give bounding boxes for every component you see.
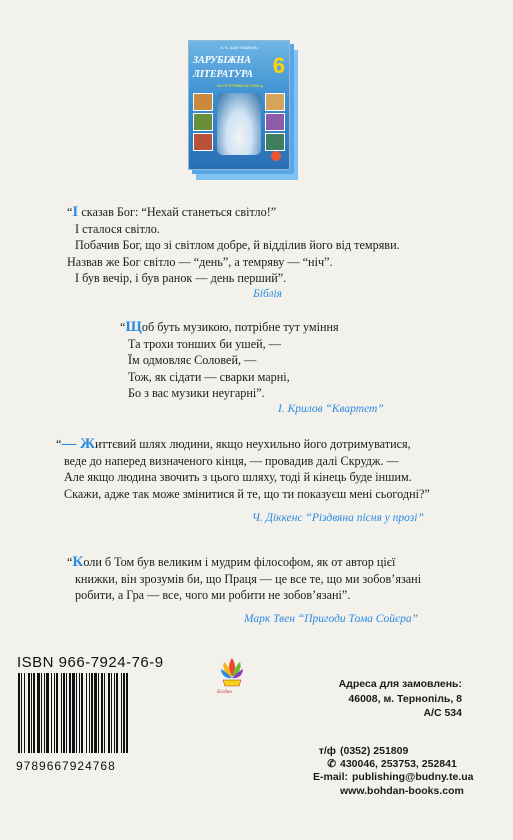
quote-line: Побачив Бог, що зі світлом добре, й відділив його від темряви. — [75, 238, 400, 252]
thumb-logo — [271, 151, 281, 161]
thumb-title-line2: ЛІТЕРАТУРА — [193, 69, 254, 80]
quote-source: Марк Твен “Пригоди Тома Сойєра” — [244, 613, 418, 625]
barcode-bar — [94, 673, 97, 753]
quote-line: Назвав же Бог світло — “день”, а темряву — “ніч”. — [67, 254, 333, 269]
barcode-bar — [41, 673, 42, 753]
barcode-bar — [46, 673, 49, 753]
quote-initial: К — [72, 554, 84, 570]
quote-source: І. Крилов “Квартет” — [278, 403, 384, 415]
thumb-picture — [193, 133, 213, 151]
barcode-bar — [61, 673, 62, 753]
quote-line: І був вечір, і був ранок — день перший”. — [75, 271, 287, 285]
thumb-author: А. Б. ШАНТЛАВЕНЬ — [220, 45, 258, 50]
barcode-bar — [66, 673, 67, 753]
barcode-bar — [18, 673, 20, 753]
quote-krylov — [120, 319, 339, 402]
contact-email: E-mail: publishing@budny.te.ua — [313, 771, 474, 784]
contact-block — [313, 745, 473, 798]
order-line1: 46008, м. Тернопіль, 8 — [348, 692, 462, 705]
quote-line: “І сказав Бог: “Нехай станеться світло!” — [67, 204, 277, 220]
quote-bible — [67, 204, 400, 287]
order-address — [339, 677, 462, 721]
isbn-label: ISBN 966-7924-76-9 — [17, 654, 164, 671]
barcode — [17, 673, 150, 753]
quote-line: Та трохи тонших би ушей, — — [128, 336, 281, 351]
barcode-bar — [114, 673, 115, 753]
quote-initial: — Ж — [61, 436, 96, 452]
barcode-bar — [56, 673, 58, 753]
quote-line: Їм одмовляє Соловей, — — [128, 353, 257, 367]
barcode-bar — [101, 673, 103, 753]
quote-line: “Коли б Том був великим і мудрим філософом, як от автор цієї — [67, 554, 396, 570]
barcode-bar — [31, 673, 32, 753]
barcode-bar — [72, 673, 75, 753]
barcode-bar — [21, 673, 22, 753]
barcode-bar — [86, 673, 87, 753]
phone-fax-label: т/ф — [318, 745, 336, 757]
phone-icon: ✆ — [327, 758, 336, 771]
ship-illustration — [217, 93, 261, 155]
quote-line: Тож, як сідати — сварки марні, — [128, 369, 290, 384]
quote-line: Скажи, адже так може змінитися й те, що ти показуєш мені сьогодні?” — [64, 486, 430, 501]
contact-phone-fax: т/ф (0352) 251809 — [313, 745, 473, 758]
barcode-bar — [28, 673, 30, 753]
barcode-bar — [81, 673, 83, 753]
thumb-picture — [265, 113, 285, 131]
barcode-bar — [111, 673, 112, 753]
barcode-bar — [108, 673, 110, 753]
thumb-subtitle: ЗА ПРОГРАМОЮ 2005 р. — [217, 83, 264, 88]
contact-website: www.bohdan-books.com — [340, 784, 464, 797]
thumb-picture — [265, 133, 285, 151]
barcode-bar — [51, 673, 52, 753]
barcode-digits: 9789667924768 — [16, 759, 116, 773]
barcode-bar — [54, 673, 55, 753]
quote-line: І сталося світло. — [75, 221, 160, 236]
quote-twain — [67, 554, 421, 604]
thumb-picture — [265, 93, 285, 111]
barcode-bar — [33, 673, 35, 753]
publisher-logo-label: Богдан — [217, 690, 232, 695]
barcode-bar — [63, 673, 65, 753]
publisher-logo-icon — [219, 656, 245, 690]
barcode-bar — [104, 673, 105, 753]
email-label: E-mail: — [313, 771, 349, 784]
quote-line: “— Життєвий шлях людини, якщо неухильно його дотримуватися, — [56, 436, 411, 452]
order-line2: А/С 534 — [423, 707, 462, 719]
quote-line: “Щоб буть музикою, потрібне тут уміння — [120, 319, 339, 335]
thumb-picture — [193, 93, 213, 111]
quote-line: Але якщо людина звочить з цього шляху, тоді й кінець буде іншим. — [64, 470, 412, 484]
barcode-bar — [126, 673, 128, 753]
thumb-title-line1: ЗАРУБІЖНА — [193, 55, 251, 66]
book-cover-thumbnail — [188, 40, 290, 170]
order-title: Адреса для замовлень: — [338, 678, 462, 690]
barcode-bar — [79, 673, 80, 753]
quote-line: книжки, він зрозумів би, що Праця — це все те, що ми зобов’язані — [75, 571, 422, 586]
barcode-bar — [44, 673, 45, 753]
barcode-bar — [76, 673, 77, 753]
barcode-bar — [91, 673, 93, 753]
quote-source: Ч. Діккенс “Різдвяна пісня у прозі” — [252, 512, 424, 524]
quote-dickens — [56, 436, 430, 502]
barcode-bar — [24, 673, 25, 753]
barcode-bar — [116, 673, 118, 753]
quote-initial: Щ — [125, 319, 142, 335]
quote-line: Бо з вас музики неугарні”. — [128, 386, 265, 400]
thumb-grade: 6 — [272, 53, 285, 78]
barcode-bar — [89, 673, 90, 753]
barcode-bar — [121, 673, 122, 753]
quote-initial: І — [72, 204, 79, 220]
barcode-bar — [37, 673, 40, 753]
quote-line: веде до наперед визначеного кінця, — провадив далі Скрудж. — — [64, 453, 399, 468]
contact-phone: ✆ 430046, 253753, 252841 — [313, 758, 473, 771]
thumb-picture — [193, 113, 213, 131]
quote-line: робити, а Гра — все, чого ми робити не зобов’язані”. — [75, 588, 351, 602]
quote-source: Біблія — [253, 288, 283, 300]
barcode-bar — [98, 673, 99, 753]
barcode-bar — [69, 673, 71, 753]
barcode-bar — [123, 673, 125, 753]
